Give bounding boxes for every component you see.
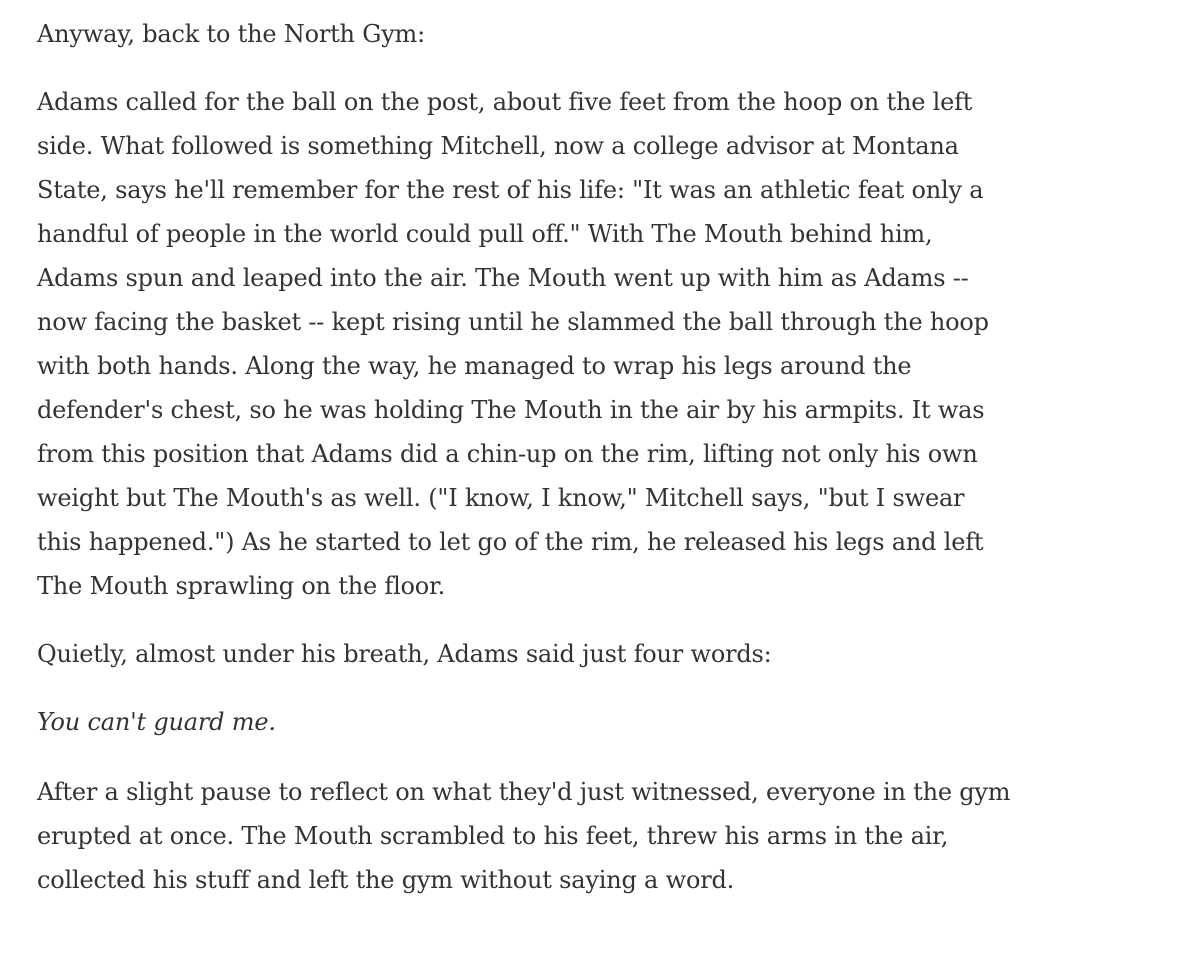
- text-line: collected his stuff and left the gym without saying a word.: [37, 866, 735, 894]
- text-line: Anyway, back to the North Gym:: [37, 20, 425, 48]
- paragraph-dunk-story: [37, 80, 1157, 608]
- paragraph-aftermath: [37, 770, 1157, 902]
- text-line: You can't guard me.: [37, 708, 276, 736]
- text-line: The Mouth sprawling on the floor.: [37, 572, 446, 600]
- text-line: defender's chest, so he was holding The Mouth in the air by his armpits. It was: [37, 396, 985, 424]
- text-line: side. What followed is something Mitchell, now a college advisor at Montana: [37, 132, 959, 160]
- paragraph-intro: [37, 12, 1157, 56]
- text-line: from this position that Adams did a chin-up on the rim, lifting not only his own: [37, 440, 978, 468]
- text-line: with both hands. Along the way, he managed to wrap his legs around the: [37, 352, 912, 380]
- text-line: now facing the basket -- kept rising until he slammed the ball through the hoop: [37, 308, 989, 336]
- paragraph-four-words: [37, 632, 1157, 676]
- text-line: Adams called for the ball on the post, about five feet from the hoop on the left: [37, 88, 973, 116]
- article-body: [37, 12, 1157, 902]
- text-line: Adams spun and leaped into the air. The Mouth went up with him as Adams --: [37, 264, 969, 292]
- text-line: this happened.") As he started to let go of the rim, he released his legs and left: [37, 528, 984, 556]
- text-line: After a slight pause to reflect on what they'd just witnessed, everyone in the gym: [37, 778, 1011, 806]
- text-line: erupted at once. The Mouth scrambled to his feet, threw his arms in the air,: [37, 822, 949, 850]
- text-line: weight but The Mouth's as well. ("I know, I know," Mitchell says, "but I swear: [37, 484, 965, 512]
- text-line: State, says he'll remember for the rest of his life: "It was an athletic feat only a: [37, 176, 984, 204]
- text-line: handful of people in the world could pull off." With The Mouth behind him,: [37, 220, 933, 248]
- paragraph-quote-italic: [37, 700, 1157, 744]
- text-line: Quietly, almost under his breath, Adams said just four words:: [37, 640, 772, 668]
